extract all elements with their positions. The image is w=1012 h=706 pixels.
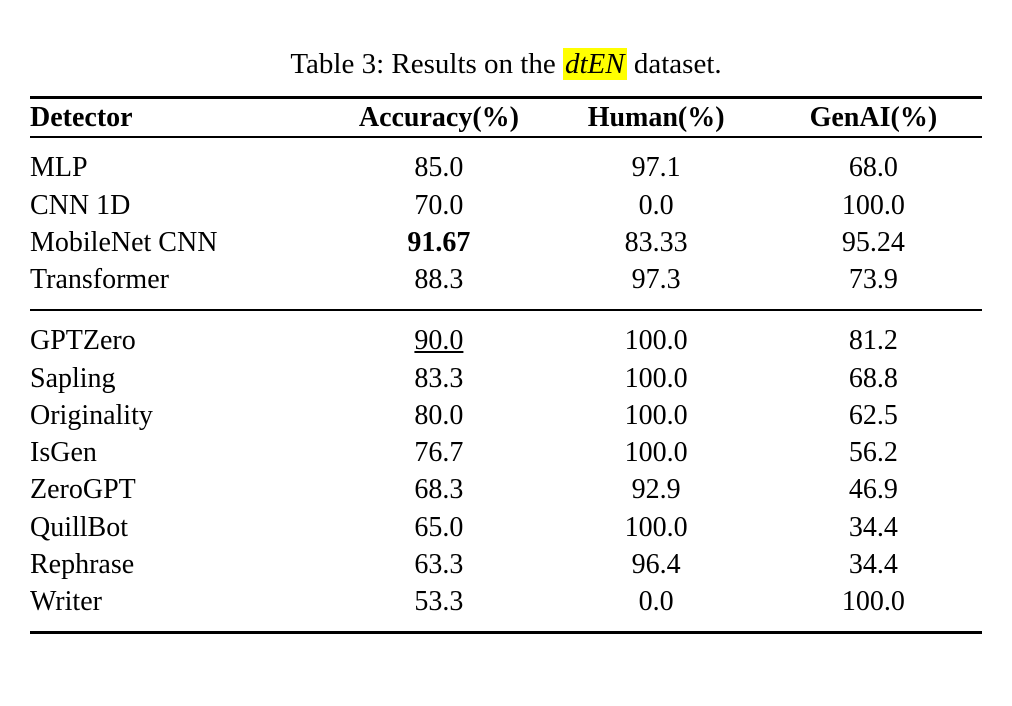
table-body-group-models bbox=[30, 137, 982, 310]
table-caption bbox=[24, 46, 988, 82]
cell-human: 0.0 bbox=[638, 189, 674, 221]
caption-prefix: Table 3: Results on the bbox=[290, 48, 563, 80]
cell-human: 0.0 bbox=[548, 583, 765, 633]
table-row bbox=[30, 261, 982, 310]
table-row bbox=[30, 360, 982, 397]
table-header bbox=[30, 98, 982, 138]
cell-genai: 100.0 bbox=[765, 583, 982, 633]
caption-highlight-dataset: dtEN bbox=[565, 48, 625, 80]
cell-detector: GPTZero bbox=[30, 310, 330, 359]
cell-detector: QuillBot bbox=[30, 511, 129, 543]
cell-accuracy: 91.67 bbox=[407, 226, 471, 258]
cell-accuracy: 68.3 bbox=[414, 474, 464, 506]
cell-human: 83.33 bbox=[624, 226, 688, 258]
caption-suffix: dataset. bbox=[626, 48, 722, 80]
cell-genai: 100.0 bbox=[841, 189, 905, 221]
cell-accuracy: 90.0 bbox=[330, 310, 547, 359]
table-row bbox=[30, 310, 982, 359]
cell-human: 100.0 bbox=[624, 362, 688, 394]
cell-detector: CNN 1D bbox=[30, 189, 131, 221]
column-header-genai: GenAI(%) bbox=[765, 98, 982, 138]
cell-accuracy: 83.3 bbox=[414, 362, 464, 394]
cell-human: 100.0 bbox=[624, 511, 688, 543]
column-header-accuracy: Accuracy(%) bbox=[330, 98, 547, 138]
cell-genai: 46.9 bbox=[848, 474, 898, 506]
cell-human: 100.0 bbox=[548, 310, 765, 359]
table-row bbox=[30, 434, 982, 471]
cell-accuracy: 85.0 bbox=[330, 137, 547, 186]
cell-human: 92.9 bbox=[631, 474, 681, 506]
cell-genai: 81.2 bbox=[765, 310, 982, 359]
cell-human: 96.4 bbox=[631, 548, 681, 580]
cell-genai: 73.9 bbox=[848, 264, 898, 296]
cell-genai: 95.24 bbox=[841, 226, 905, 258]
results-table bbox=[30, 96, 982, 634]
cell-genai: 68.8 bbox=[848, 362, 898, 394]
table-row bbox=[30, 137, 982, 186]
cell-genai: 68.0 bbox=[765, 137, 982, 186]
cell-accuracy: 76.7 bbox=[414, 437, 464, 469]
cell-detector: Sapling bbox=[30, 362, 116, 394]
cell-detector: MobileNet CNN bbox=[30, 226, 218, 258]
cell-detector: Writer bbox=[30, 583, 330, 633]
table-row bbox=[30, 509, 982, 546]
table-header-row bbox=[30, 98, 982, 138]
cell-detector: ZeroGPT bbox=[30, 474, 136, 506]
table-row bbox=[30, 583, 982, 633]
cell-detector: Originality bbox=[30, 399, 153, 431]
cell-accuracy: 70.0 bbox=[414, 189, 464, 221]
column-header-detector: Detector bbox=[30, 98, 330, 138]
cell-accuracy: 63.3 bbox=[414, 548, 464, 580]
table-row bbox=[30, 471, 982, 508]
cell-genai: 56.2 bbox=[848, 437, 898, 469]
cell-accuracy: 53.3 bbox=[330, 583, 547, 633]
cell-accuracy: 88.3 bbox=[414, 264, 464, 296]
cell-accuracy: 80.0 bbox=[414, 399, 464, 431]
cell-genai: 34.4 bbox=[848, 511, 898, 543]
cell-human: 97.1 bbox=[548, 137, 765, 186]
table-row bbox=[30, 397, 982, 434]
table-row bbox=[30, 224, 982, 261]
table-row bbox=[30, 187, 982, 224]
cell-human: 100.0 bbox=[624, 437, 688, 469]
cell-detector: Transformer bbox=[30, 264, 169, 296]
column-header-human: Human(%) bbox=[548, 98, 765, 138]
cell-human: 97.3 bbox=[631, 264, 681, 296]
table-row bbox=[30, 546, 982, 583]
cell-genai: 62.5 bbox=[848, 399, 898, 431]
cell-human: 100.0 bbox=[624, 399, 688, 431]
cell-genai: 34.4 bbox=[848, 548, 898, 580]
cell-detector: MLP bbox=[30, 137, 330, 186]
cell-detector: Rephrase bbox=[30, 548, 135, 580]
table-body-group-services bbox=[30, 310, 982, 632]
cell-detector: IsGen bbox=[30, 437, 97, 469]
cell-accuracy: 65.0 bbox=[414, 511, 464, 543]
